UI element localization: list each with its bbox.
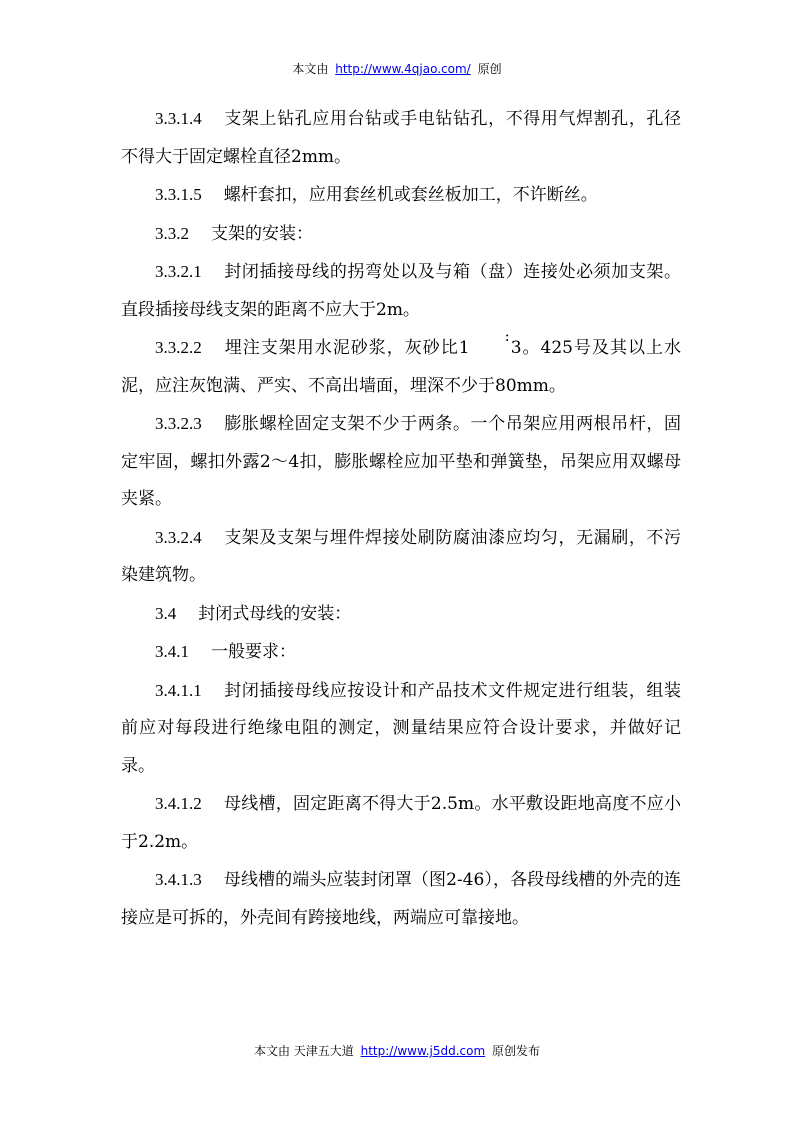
header-suffix: 原创 [477, 62, 502, 76]
section-number: 3.3.2.4 [155, 527, 202, 547]
footer-link[interactable]: http://www.j5dd.com [360, 1044, 486, 1058]
paragraph-text-a: 埋注支架用水泥砂浆，灰砂比1 [223, 338, 470, 358]
paragraph-text: 母线槽的端头应装封闭罩（图2-46），各段母线槽的外壳的连接应是可拆的，外壳间有跨接地线，两端应可靠接地。 [121, 870, 681, 928]
paragraph-3-3-2-2 [121, 329, 681, 405]
section-number: 3.3.2 [155, 223, 189, 243]
paragraph-text: 封闭插接母线的拐弯处以及与箱（盘）连接处必须加支架。直段插接母线支架的距离不应大于2m。 [121, 262, 681, 320]
paragraph-text: 支架上钻孔应用台钻或手电钻钻孔，不得用气焊割孔，孔径不得大于固定螺栓直径2mm。 [121, 109, 681, 167]
section-number: 3.4.1.3 [155, 870, 202, 889]
paragraph-3-4-1 [121, 633, 681, 672]
page-footer [0, 1043, 794, 1059]
section-number: 3.3.2.3 [155, 414, 202, 433]
paragraph-text: 一般要求： [211, 642, 296, 662]
section-number: 3.3.2.1 [155, 262, 202, 281]
paragraph-3-3-2-1 [121, 253, 681, 329]
paragraph-3-4-1-2 [121, 785, 681, 861]
page-header [0, 61, 794, 77]
paragraph-3-4-1-3 [121, 861, 681, 937]
section-number: 3.3.2.2 [155, 338, 202, 357]
paragraph-text: 支架及支架与埋件焊接处刷防腐油漆应均匀，无漏刷，不污染建筑物。 [121, 527, 681, 585]
section-number: 3.3.1.5 [155, 185, 202, 204]
ratio-colon: : [504, 327, 510, 345]
section-number: 3.4.1 [155, 642, 189, 661]
section-number: 3.4.1.1 [155, 680, 202, 700]
paragraph-text: 封闭式母线的安装： [198, 603, 352, 624]
paragraph-text: 膨胀螺栓固定支架不少于两条。一个吊架应用两根吊杆，固定牢固，螺扣外露2～4扣，膨胀螺栓应加平垫和弹簧垫，吊架应用双螺母夹紧。 [121, 414, 681, 509]
footer-prefix: 本文由 天津五大道 [253, 1044, 354, 1058]
paragraph-3-3-1-5 [121, 176, 681, 215]
document-body [121, 100, 681, 937]
paragraph-3-3-2 [121, 215, 681, 254]
paragraph-text: 支架的安装： [211, 223, 313, 244]
paragraph-3-3-1-4 [121, 100, 681, 176]
paragraph-3-4 [121, 595, 681, 634]
section-number: 3.4 [155, 603, 177, 623]
footer-suffix: 原创发布 [492, 1044, 541, 1058]
paragraph-3-3-2-4 [121, 519, 681, 595]
paragraph-text: 螺杆套扣，应用套丝机或套丝板加工，不许断丝。 [223, 185, 598, 205]
paragraph-text-b: 3。425号及其以上水泥，应注灰饱满、严实、不高出墙面，埋深不少于80mm。 [121, 338, 681, 396]
paragraph-3-4-1-1 [121, 672, 681, 786]
paragraph-text: 母线槽，固定距离不得大于2.5m。水平敷设距地高度不应小于2.2m。 [121, 794, 681, 852]
section-number: 3.3.1.4 [155, 109, 202, 128]
paragraph-text: 封闭插接母线应按设计和产品技术文件规定进行组装，组装前应对每段进行绝缘电阻的测定，测量结果应符合设计要求，并做好记录。 [121, 680, 681, 776]
section-number: 3.4.1.2 [155, 794, 202, 813]
paragraph-3-3-2-3 [121, 405, 681, 519]
header-prefix: 本文由 [292, 62, 329, 76]
header-link[interactable]: http://www.4qjao.com/ [335, 62, 471, 76]
